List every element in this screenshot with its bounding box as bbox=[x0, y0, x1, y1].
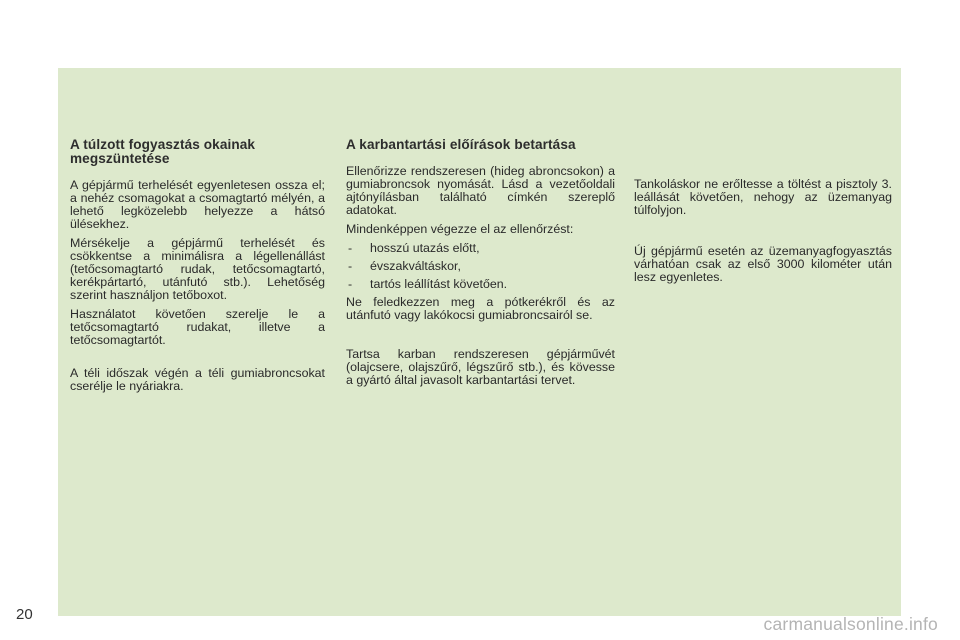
list-item: - tartós leállítást követően. bbox=[348, 277, 508, 291]
column-right bbox=[634, 178, 892, 290]
check-list bbox=[346, 242, 615, 291]
paragraph: Ellenőrizze rendszeresen (hideg abroncsokon) a gumiabroncsok nyomását. Lásd a vezetőoldali ajtónyílásban található címkén szereplő adatokat. bbox=[346, 164, 615, 217]
paragraph: Ne feledkezzen meg a pótkerékről és az utánfutó vagy lakókocsi gumiabroncsairól se. bbox=[346, 295, 615, 322]
paragraph: Tankoláskor ne erőltesse a töltést a pisztoly 3. leállását követően, nehogy az üzemanyag túlfolyjon. bbox=[634, 177, 892, 217]
column-left bbox=[70, 138, 325, 399]
page-number: 20 bbox=[16, 606, 33, 623]
column-middle bbox=[346, 138, 615, 393]
list-item: - hosszú utazás előtt, bbox=[348, 241, 480, 255]
paragraph: Tartsa karban rendszeresen gépjárművét (olajcsere, olajszűrő, légszűrő stb.), és kövesse a gyártó által javasolt karbantartási tervet. bbox=[346, 347, 615, 387]
paragraph: Használatot követően szerelje le a tetőcsomagtartó rudakat, illetve a tetőcsomagtartót. bbox=[70, 307, 325, 347]
paragraph: Mindenképpen végezze el az ellenőrzést: bbox=[346, 222, 574, 236]
paragraph: Új gépjármű esetén az üzemanyagfogyasztás várhatóan csak az első 3000 kilométer után lesz egyenletes. bbox=[634, 244, 892, 284]
list-item: - évszakváltáskor, bbox=[348, 259, 461, 273]
section-title-maintenance: A karbantartási előírások betartása bbox=[346, 137, 576, 152]
section-title-consumption: A túlzott fogyasztás okainak megszüntetése bbox=[70, 137, 256, 166]
watermark: carmanualsonline.info bbox=[763, 614, 938, 634]
paragraph: A téli időszak végén a téli gumiabroncsokat cserélje le nyáriakra. bbox=[70, 366, 325, 393]
paragraph: A gépjármű terhelését egyenletesen ossza el; a nehéz csomagokat a csomagtartó mélyén, a lehető legközelebb helyezze a hátsó ülésekhez. bbox=[70, 178, 325, 231]
paragraph: Mérsékelje a gépjármű terhelését és csökkentse a minimálisra a légellenállást (tetőcsomagtartó rudak, tetőcsomagtartó, kerékpártartó, utánfutó stb.). Lehetőség szerint használjon tetőboxot. bbox=[70, 236, 325, 302]
